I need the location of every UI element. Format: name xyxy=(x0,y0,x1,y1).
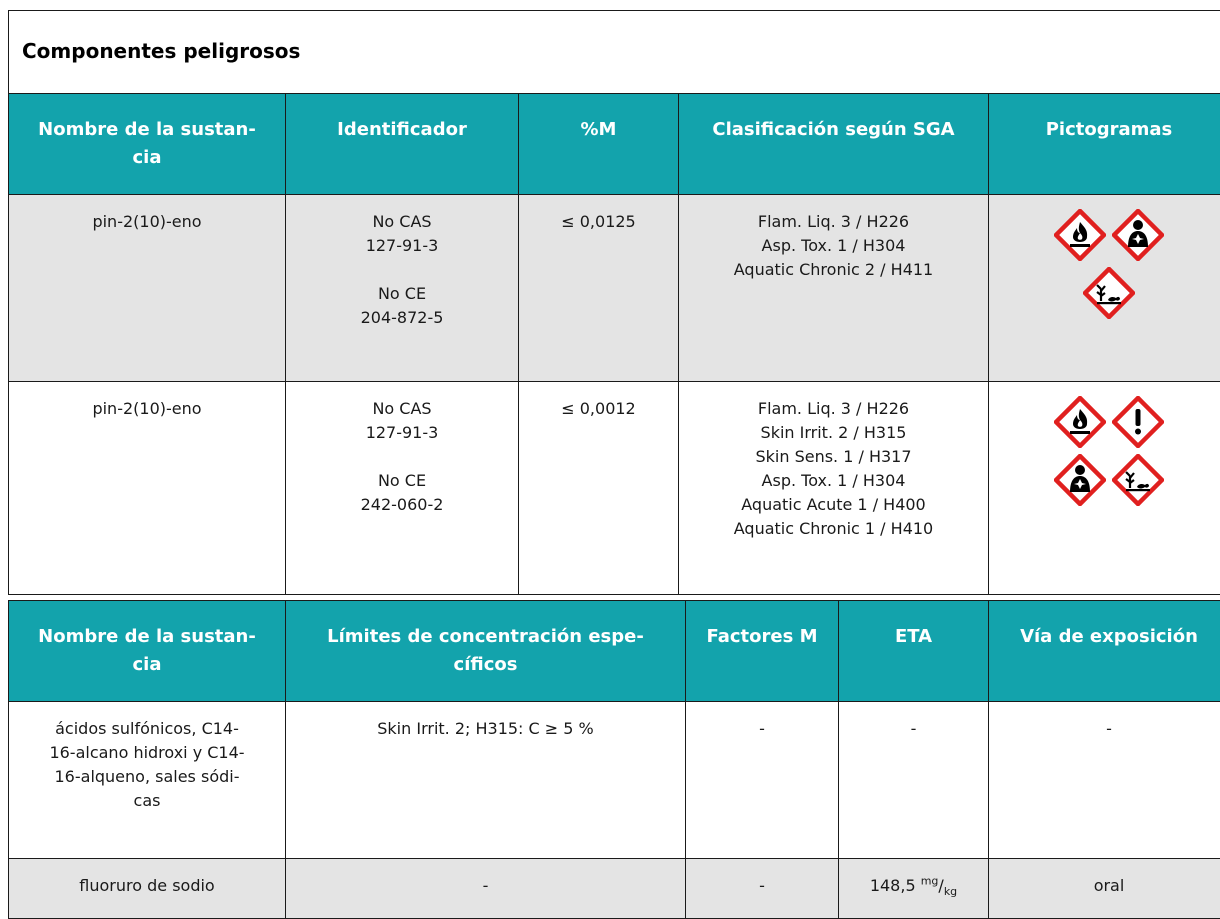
health-hazard-icon xyxy=(1112,209,1164,261)
id-line: No CE xyxy=(296,469,508,493)
substance-name-cell xyxy=(9,702,286,859)
classification-line: Asp. Tox. 1 / H304 xyxy=(689,234,978,258)
name-line: 16-alqueno, sales sódi- xyxy=(19,765,275,789)
exposure-route-cell: oral xyxy=(989,859,1220,919)
flame-icon xyxy=(1054,396,1106,448)
classification-cell xyxy=(679,195,989,382)
classification-line: Flam. Liq. 3 / H226 xyxy=(689,210,978,234)
classification-line: Flam. Liq. 3 / H226 xyxy=(689,397,978,421)
id-line: 204-872-5 xyxy=(296,306,508,330)
classification-line: Asp. Tox. 1 / H304 xyxy=(689,469,978,493)
name-line: cas xyxy=(19,789,275,813)
pictograms-cell xyxy=(989,382,1220,595)
col-header-eta: ETA xyxy=(839,601,989,702)
classification-line: Aquatic Chronic 2 / H411 xyxy=(689,258,978,282)
eta-value: 148,5 xyxy=(870,876,916,895)
limits-cell: - xyxy=(286,859,686,919)
classification-cell xyxy=(679,382,989,595)
name-line: 16-alcano hidroxi y C14- xyxy=(19,741,275,765)
flame-icon xyxy=(1054,209,1106,261)
identifier-cell xyxy=(286,195,519,382)
id-line: 242-060-2 xyxy=(296,493,508,517)
concentration-limits-table xyxy=(8,600,1220,919)
percent-cell: ≤ 0,0125 xyxy=(519,195,679,382)
environment-icon xyxy=(1083,267,1135,319)
limits-cell: Skin Irrit. 2; H315: C ≥ 5 % xyxy=(286,702,686,859)
eta-unit-denominator: kg xyxy=(944,885,957,898)
m-factors-cell: - xyxy=(686,702,839,859)
name-line: ácidos sulfónicos, C14- xyxy=(19,717,275,741)
pictograms-cell xyxy=(989,195,1220,382)
col-header-identifier: Identificador xyxy=(286,94,519,195)
id-line: 127-91-3 xyxy=(296,234,508,258)
exposure-route-cell: - xyxy=(989,702,1220,859)
table-row xyxy=(9,702,1220,859)
section-title: Componentes peligrosos xyxy=(9,11,1220,94)
col-header-substance-name: Nombre de la sustan- cia xyxy=(9,601,286,702)
eta-cell: 148,5 $^{mg}/_{kg}$ xyxy=(839,859,989,919)
substance-name: pin-2(10)-eno xyxy=(9,195,286,382)
table-row xyxy=(9,859,1220,919)
identifier-cell xyxy=(286,382,519,595)
percent-cell: ≤ 0,0012 xyxy=(519,382,679,595)
classification-line: Skin Sens. 1 / H317 xyxy=(689,445,978,469)
col-header-substance-name: Nombre de la sustan- cia xyxy=(9,94,286,195)
health-hazard-icon xyxy=(1054,454,1106,506)
classification-line: Skin Irrit. 2 / H315 xyxy=(689,421,978,445)
classification-line: Aquatic Chronic 1 / H410 xyxy=(689,517,978,541)
col-header-specific-limits: Límites de concentración espe- cíficos xyxy=(286,601,686,702)
id-line: No CE xyxy=(296,282,508,306)
hazardous-components-table xyxy=(8,10,1220,595)
col-header-classification: Clasificación según SGA xyxy=(679,94,989,195)
table-row xyxy=(9,382,1220,595)
classification-line: Aquatic Acute 1 / H400 xyxy=(689,493,978,517)
m-factors-cell: - xyxy=(686,859,839,919)
id-line: No CAS xyxy=(296,210,508,234)
id-line: 127-91-3 xyxy=(296,421,508,445)
col-header-pictograms: Pictogramas xyxy=(989,94,1220,195)
exclamation-mark-icon xyxy=(1112,396,1164,448)
col-header-m-factors: Factores M xyxy=(686,601,839,702)
substance-name: pin-2(10)-eno xyxy=(9,382,286,595)
environment-icon xyxy=(1112,454,1164,506)
table-row xyxy=(9,195,1220,382)
id-line: No CAS xyxy=(296,397,508,421)
col-header-percent: %M xyxy=(519,94,679,195)
substance-name-cell: fluoruro de sodio xyxy=(9,859,286,919)
eta-cell: - xyxy=(839,702,989,859)
eta-unit-numerator: mg xyxy=(921,875,939,888)
col-header-exposure-route: Vía de exposición xyxy=(989,601,1220,702)
